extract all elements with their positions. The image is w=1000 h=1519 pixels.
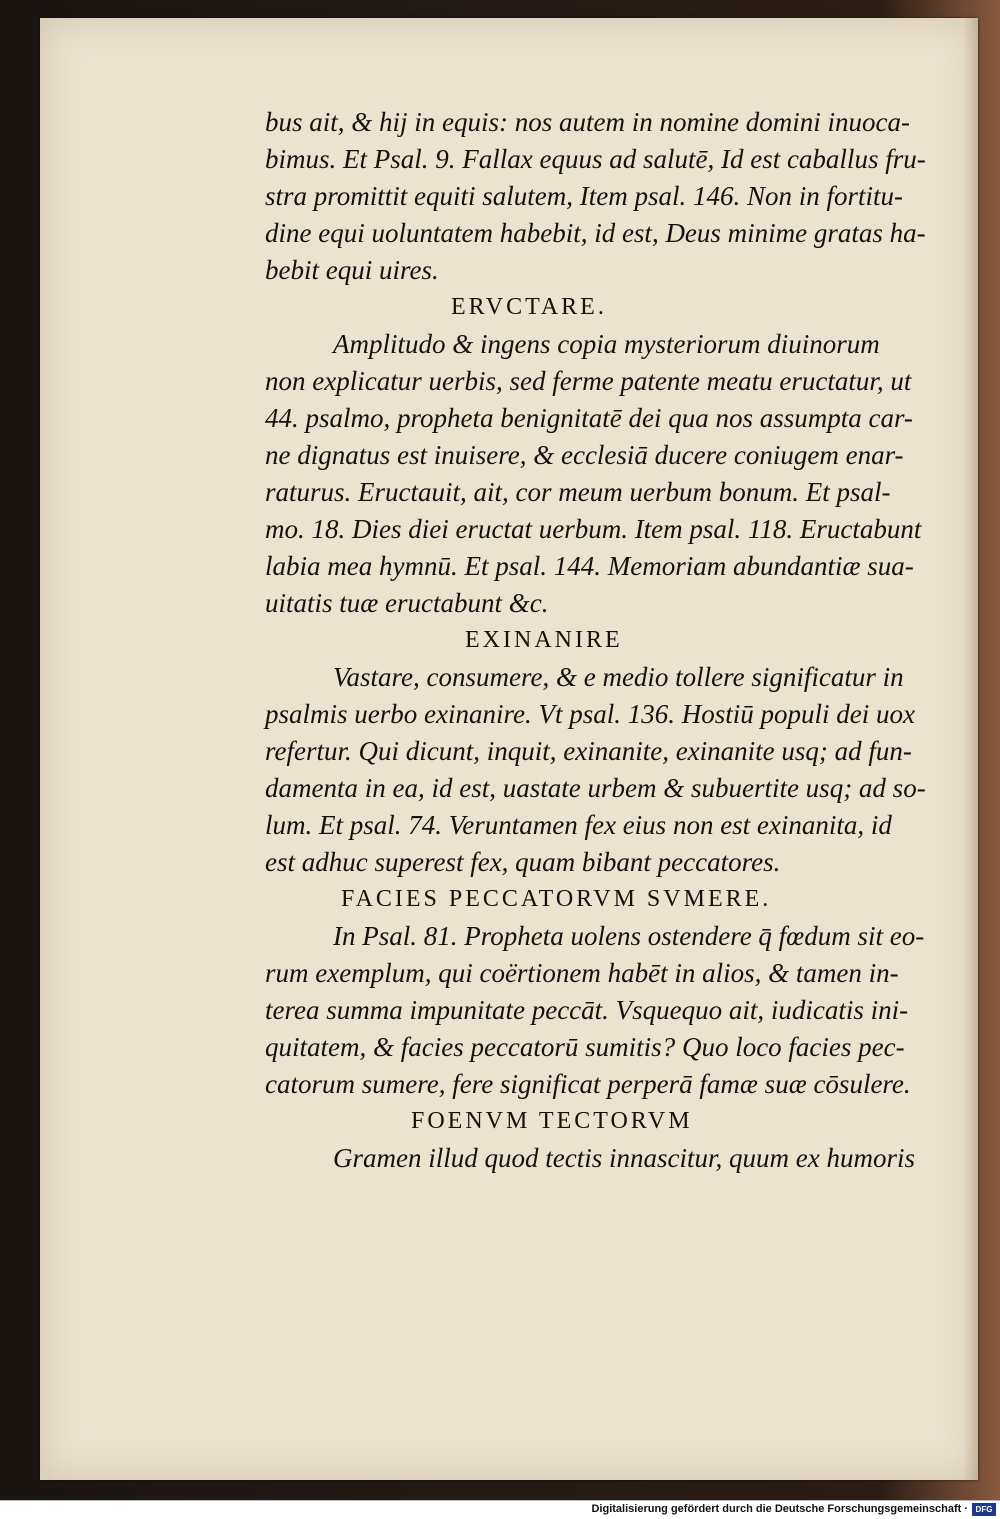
text-block xyxy=(265,104,940,1177)
text-line: Vastare, consumere, & e medio tollere significatur in xyxy=(333,662,904,692)
digitization-footer xyxy=(0,1500,1000,1519)
text-line: stra promittit equiti salutem, Item psal. 146. Non in fortitu- xyxy=(265,181,904,211)
text-line: labia mea hymnū. Et psal. 144. Memoriam abundantiæ sua- xyxy=(265,551,914,581)
text-line: ne dignatus est inuisere, & ecclesiā ducere coniugem enar- xyxy=(265,440,904,470)
text-line: In Psal. 81. Propheta uolens ostendere q̄ fœdum sit eo- xyxy=(333,921,925,951)
section-heading-eructare: ERVCTARE. xyxy=(451,294,607,320)
dfg-logo-icon: DFG xyxy=(972,1503,996,1516)
text-line: non explicatur uerbis, sed ferme patente meatu eructatur, ut xyxy=(265,366,912,396)
text-line: 44. psalmo, propheta benignitatē dei qua nos assumpta car- xyxy=(265,403,913,433)
text-line: mo. 18. Dies diei eructat uerbum. Item psal. 118. Eructabunt xyxy=(265,514,922,544)
section-heading-facies: FACIES PECCATORVM SVMERE. xyxy=(341,886,772,912)
text-line: rum exemplum, qui coërtionem habēt in alios, & tamen in- xyxy=(265,958,899,988)
text-line: lum. Et psal. 74. Veruntamen fex eius non est exinanita, id xyxy=(265,810,892,840)
page-edge-shadow xyxy=(964,18,978,1480)
text-line: bebit equi uires. xyxy=(265,255,439,285)
section-heading-exinanire: EXINANIRE xyxy=(465,627,623,653)
text-line: psalmis uerbo exinanire. Vt psal. 136. Hostiū populi dei uox xyxy=(265,699,915,729)
text-line: uitatis tuæ eructabunt &c. xyxy=(265,588,549,618)
text-line: damenta in ea, id est, uastate urbem & subuertite usq; ad so- xyxy=(265,773,926,803)
text-line: terea summa impunitate peccāt. Vsquequo ait, iudicatis ini- xyxy=(265,995,909,1025)
text-line: bus ait, & hij in equis: nos autem in nomine domini inuoca- xyxy=(265,107,910,137)
text-line: bimus. Et Psal. 9. Fallax equus ad salutē, Id est caballus fru- xyxy=(265,144,926,174)
text-line: quitatem, & facies peccatorū sumitis? Quo loco facies pec- xyxy=(265,1032,905,1062)
text-line: Amplitudo & ingens copia mysteriorum diuinorum xyxy=(333,329,880,359)
text-line: raturus. Eructauit, ait, cor meum uerbum bonum. Et psal- xyxy=(265,477,891,507)
text-line: dine equi uoluntatem habebit, id est, Deus minime gratas ha- xyxy=(265,218,926,248)
text-line: catorum sumere, fere significat perperā famæ suæ cōsulere. xyxy=(265,1069,911,1099)
text-line: est adhuc superest fex, quam bibant peccatores. xyxy=(265,847,781,877)
text-line: refertur. Qui dicunt, inquit, exinanite, exinanite usq; ad fun- xyxy=(265,736,912,766)
section-heading-foenum: FOENVM TECTORVM xyxy=(411,1108,693,1134)
footer-credit-text: Digitalisierung gefördert durch die Deutsche Forschungsgemeinschaft · xyxy=(591,1503,968,1515)
text-line: Gramen illud quod tectis innascitur, quum ex humoris xyxy=(333,1143,915,1173)
